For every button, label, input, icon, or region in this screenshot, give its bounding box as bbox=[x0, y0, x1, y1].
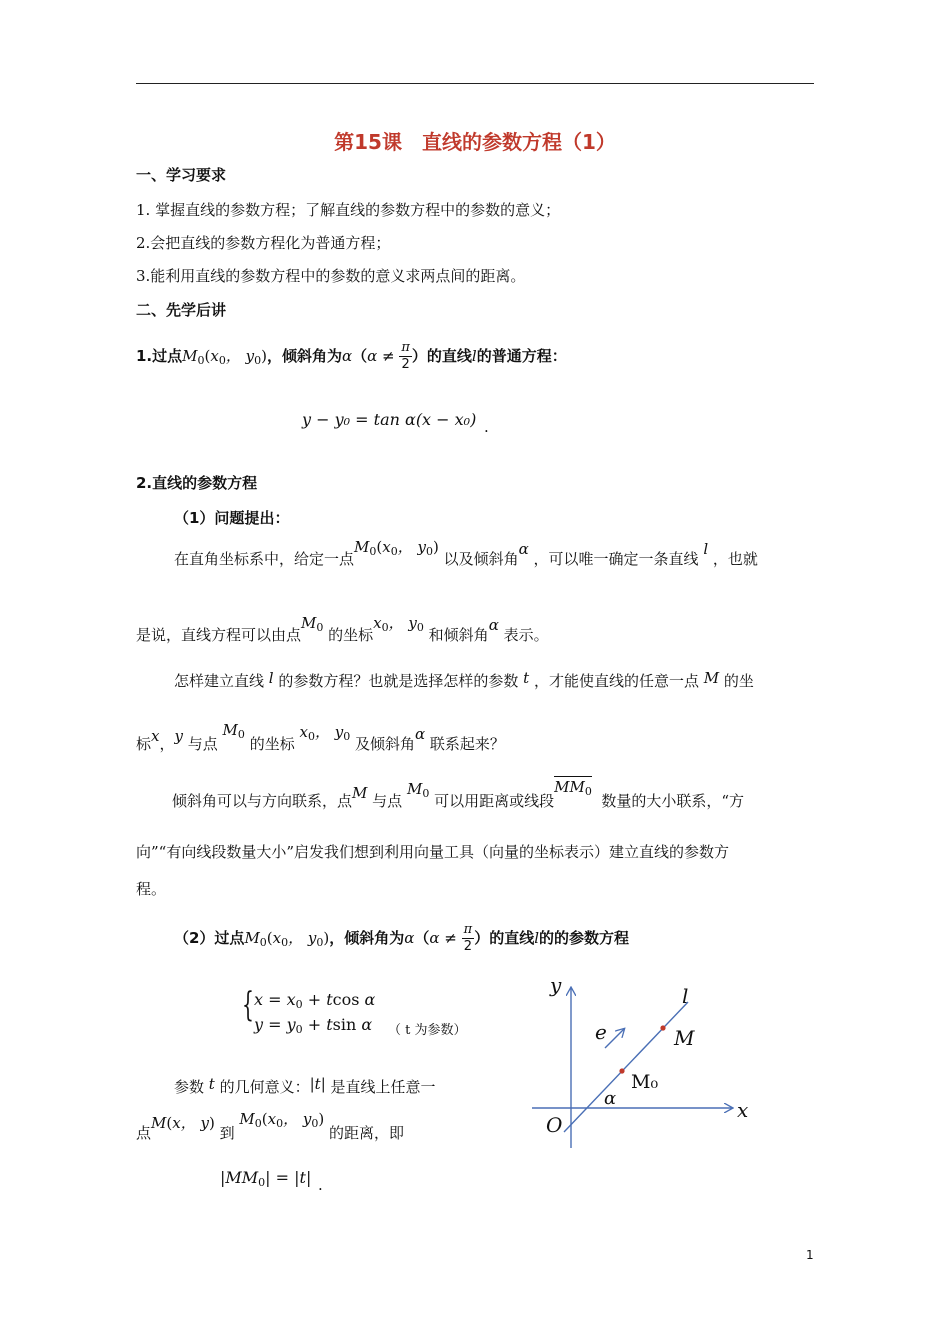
distance-equation: $|MM_0| = |t|$ bbox=[220, 1168, 312, 1189]
param-note: （ t 为参数） bbox=[388, 1023, 467, 1038]
point-m0 bbox=[619, 1068, 624, 1073]
label-e: e bbox=[595, 1020, 607, 1044]
equation-point-slope: y − y₀ = tan α(x − x₀) bbox=[302, 410, 477, 429]
subsection-2-heading: 2.直线的参数方程 bbox=[136, 474, 258, 492]
brace: { bbox=[242, 985, 254, 1025]
page-number: 1 bbox=[806, 1248, 814, 1262]
label-x: x bbox=[737, 1098, 749, 1122]
param-eq-y: $y = y_0 + tsin$ α bbox=[254, 1015, 373, 1036]
paragraph-2-line-1: 怎样建立直线 l 的参数方程？也就是选择怎样的参数 t ，才能使直线的任意一点 M 的坐 bbox=[174, 669, 754, 690]
section1-heading: 一、学习要求 bbox=[136, 166, 227, 184]
point-m bbox=[660, 1025, 665, 1030]
q1-prefix: 1.过点 bbox=[136, 347, 183, 365]
paragraph-2-line-2: 标x，y 与点 $M_0$ 的坐标 $x_0$， $y_0$ 及倾斜角α 联系起来？ bbox=[136, 721, 505, 753]
label-origin: O bbox=[546, 1113, 563, 1137]
paragraph-1-line-1: 在直角坐标系中，给定一点$M_0(x_0$， $y_0$) 以及倾斜角α ，可以唯一确定一条直线 l ，也就 bbox=[174, 538, 758, 568]
paragraph-3-line-2: 向”“有向线段数量大小”启发我们想到利用向量工具（向量的坐标表示）建立直线的参数方 bbox=[136, 843, 730, 861]
top-rule bbox=[136, 83, 814, 84]
label-m: M bbox=[674, 1026, 695, 1050]
period-mark: . bbox=[484, 418, 489, 436]
requirement-3: 3.能利用直线的参数方程中的参数的意义求两点间的距离。 bbox=[136, 267, 526, 285]
paragraph-3-line-3: 程。 bbox=[136, 880, 167, 898]
label-alpha: α bbox=[604, 1088, 617, 1109]
period-mark-2: . bbox=[318, 1176, 323, 1194]
question-1: 1.过点$M_0(x_0$， $y_0$)，倾斜角为α（α ≠ $\frac{\pi}{2}$ ）的直线l的普通方程： bbox=[136, 340, 567, 372]
param-equation-heading: （2）过点$M_0(x_0$， $y_0$)，倾斜角为α（α ≠ $\frac{\pi}{2}$ ）的直线l的的参数方程 bbox=[174, 922, 630, 954]
label-l: l bbox=[682, 984, 689, 1008]
q1-mid: ，倾斜角为 bbox=[266, 347, 342, 365]
paragraph-1-line-2: 是说，直线方程可以由点$M_0$ 的坐标$x_0$， $y_0$ 和倾斜角α 表示。 bbox=[136, 614, 549, 644]
q1-paren: （ bbox=[352, 347, 368, 365]
label-m0: M₀ bbox=[631, 1071, 659, 1093]
paragraph-3-line-1: 倾斜角可以与方向联系，点M 与点 $M_0$ 可以用距离或线段$MM_0$ 数量的大小联系，“方 bbox=[172, 778, 745, 810]
param-eq-x: $x = x_0 + tcos$ α bbox=[254, 990, 376, 1011]
line-l bbox=[564, 1002, 688, 1132]
point-m0: $M_0$ bbox=[182, 347, 205, 367]
q1-suffix: ）的直线 bbox=[411, 347, 472, 365]
section2-heading: 二、先学后讲 bbox=[136, 301, 227, 319]
label-y: y bbox=[550, 973, 562, 997]
q1-end: 的普通方程： bbox=[476, 347, 567, 365]
coordinate-figure bbox=[520, 968, 760, 1158]
geometric-meaning-line-1: 参数 t 的几何意义：|t| 是直线上任意一 bbox=[174, 1075, 436, 1096]
geometric-meaning-line-2: 点M(x， y) 到 $M_0(x_0$， $y_0$) 的距离，即 bbox=[136, 1110, 404, 1142]
requirement-1: 1. 掌握直线的参数方程；了解直线的参数方程中的参数的意义； bbox=[136, 201, 561, 219]
page-title: 第15课 直线的参数方程（1） bbox=[334, 130, 616, 154]
pi-over-2: $\frac{\pi}{2}$ bbox=[401, 340, 410, 372]
problem-heading: （1）问题提出： bbox=[174, 509, 290, 527]
direction-vector-e bbox=[605, 1029, 624, 1048]
requirement-2: 2.会把直线的参数方程化为普通方程； bbox=[136, 234, 391, 252]
